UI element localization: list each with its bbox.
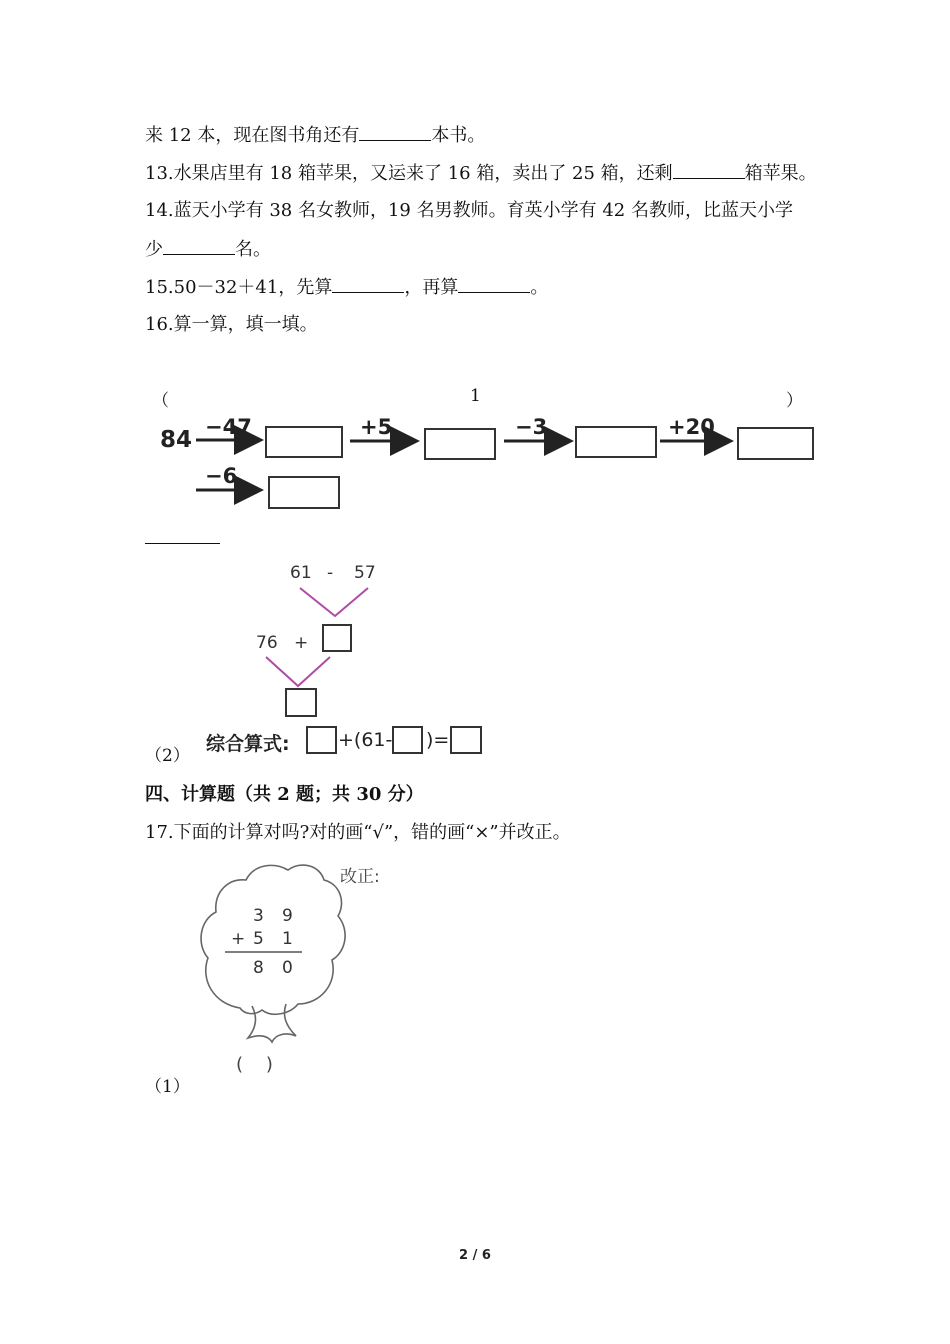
section-4-heading: 四、计算题（共 2 题；共 30 分） — [145, 784, 424, 805]
part1-open-paren: （ — [152, 391, 169, 411]
question-13: 13.水果店里有 18 箱苹果，又运来了 16 箱，卖出了 25 箱，还剩 箱苹果。 — [145, 163, 817, 184]
formula-close-eq: )= — [426, 729, 450, 751]
verdict-parens[interactable]: ( ) — [236, 1054, 273, 1075]
part2-label: （2） — [145, 746, 190, 766]
question-17-title: 17.下面的计算对吗?对的画“√”，错的画“×”并改正。 — [145, 822, 571, 843]
addend1-ones: 9 — [282, 906, 293, 926]
tree-trunk — [248, 1004, 296, 1042]
question-15: 15.50－32＋41，先算 ，再算 。 — [145, 277, 549, 298]
flow-op-5: −6 — [205, 464, 238, 488]
addend2-ones: 1 — [282, 929, 293, 949]
result-tens: 8 — [253, 958, 264, 978]
page-number: 2 / 6 — [459, 1248, 491, 1263]
question-16-title: 16.算一算，填一填。 — [145, 314, 318, 335]
flow-op-3: −3 — [515, 415, 548, 439]
question-12-tail: 来 12 本，现在图书角还有 本书。 — [145, 125, 486, 146]
q17-part-label: （1） — [145, 1077, 190, 1097]
formula-plus-open: +(61- — [338, 729, 393, 751]
addend1-tens: 3 — [253, 906, 264, 926]
result-ones: 0 — [282, 958, 293, 978]
top-left-number: 61 — [290, 563, 312, 583]
flow-op-4: +20 — [668, 415, 715, 439]
formula-label: 综合算式: — [206, 733, 290, 755]
part1-label: 1 — [470, 386, 481, 406]
question-14-line1: 14.蓝天小学有 38 名女教师，19 名男教师。育英小学有 42 名教师，比蓝天小学 — [145, 200, 793, 221]
tree-crown — [201, 865, 345, 1014]
question-14-line2: 少 名。 — [145, 239, 271, 260]
part1-close-paren: ） — [786, 391, 803, 411]
flow-op-2: +5 — [360, 415, 393, 439]
top-right-number: 57 — [354, 563, 376, 583]
flow-start-number: 84 — [160, 427, 193, 453]
fix-label: 改正: — [340, 867, 380, 887]
flow-op-1: −47 — [205, 415, 252, 439]
addend2-tens: 5 — [253, 929, 264, 949]
mid-plus-sign: + — [294, 633, 309, 653]
addend2-sign: + — [231, 929, 246, 949]
top-minus-sign: - — [327, 563, 334, 583]
mid-left-number: 76 — [256, 633, 278, 653]
